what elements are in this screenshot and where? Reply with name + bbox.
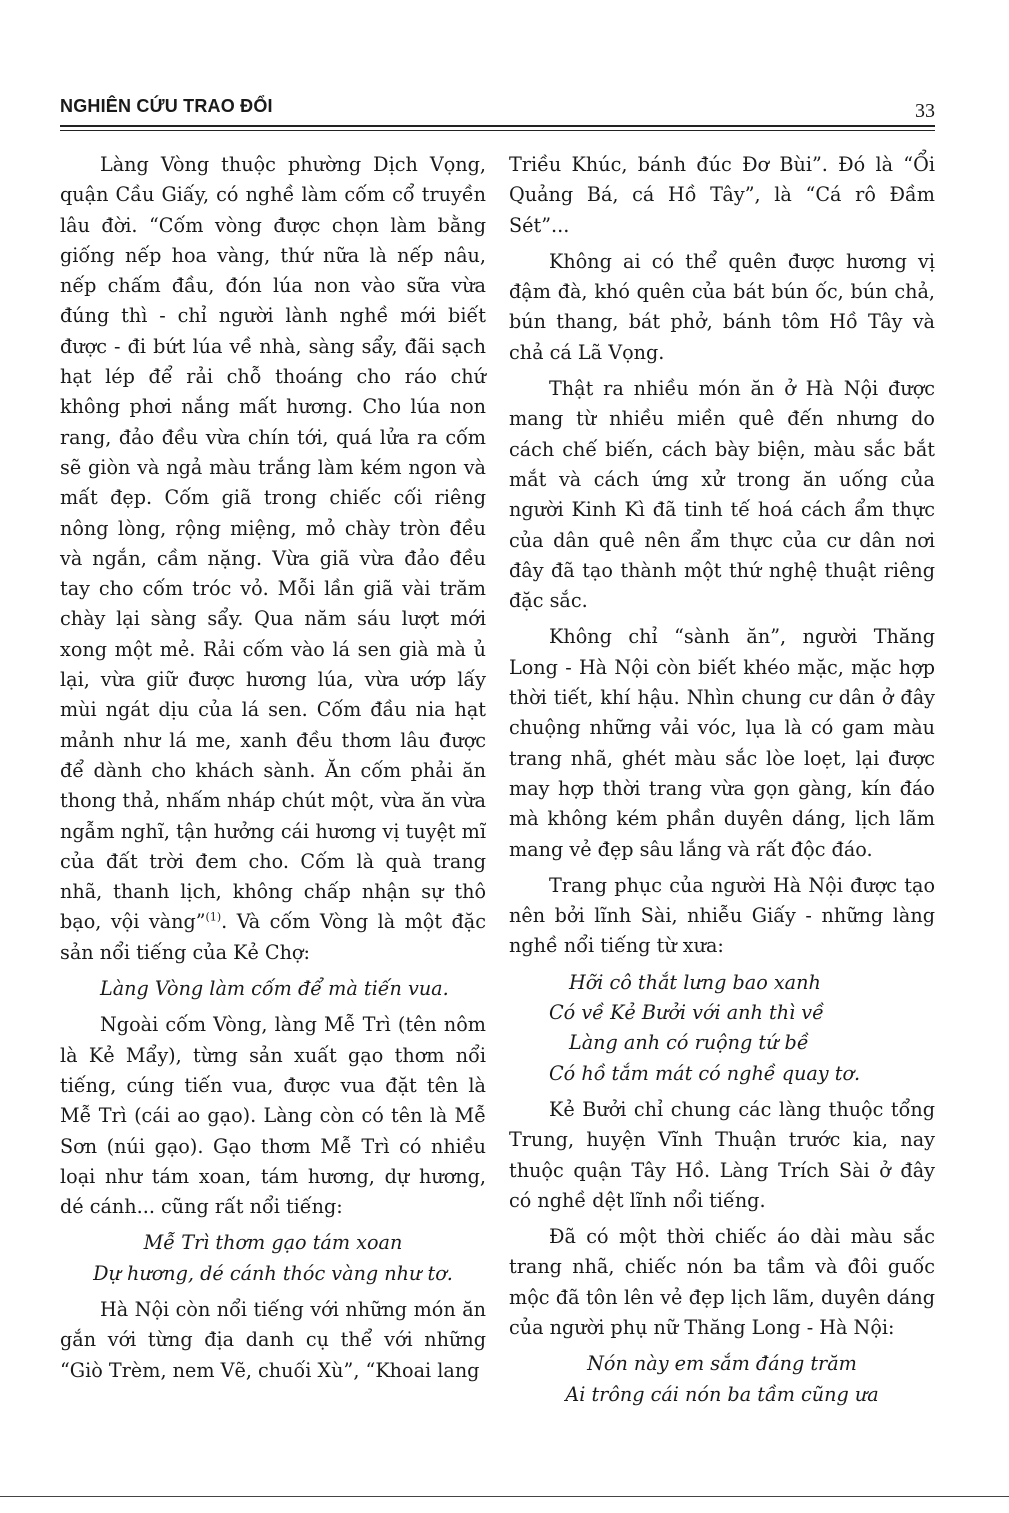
paragraph — [60, 150, 486, 968]
paragraph-text: . Và cốm Vòng là một đặc sản nổi tiếng của Kẻ Chợ: — [60, 910, 486, 964]
verse-line: Làng anh có ruộng tứ bề — [569, 1031, 809, 1055]
page-header — [60, 92, 935, 122]
header-rule-thin — [60, 130, 935, 131]
verse-line: Có về Kẻ Bưởi với anh thì về — [549, 1001, 824, 1025]
paragraph: Ngoài cốm Vòng, làng Mễ Trì (tên nôm là Kẻ Mẩy), từng sản xuất gạo thơm nổi tiếng, cúng tiến vua, được vua đặt tên là Mễ Trì (cái ao gạo). Làng còn có tên là Mễ Sơn (núi gạo). Gạo thơm Mễ Trì có nhiều loại như tám xoan, tám hương, dự hương, dé cánh... cũng rất nổi tiếng: — [60, 1013, 486, 1219]
paragraph: Trang phục của người Hà Nội được tạo nên bởi lĩnh Sài, nhiễu Giấy - những làng nghề nổi tiếng từ xưa: — [509, 873, 935, 958]
verse-line: Có hồ tắm mát có nghề quay tơ. — [549, 1061, 861, 1085]
verse-line: Nón này em sắm đáng trăm — [587, 1352, 857, 1376]
header-rule-thick — [60, 125, 935, 127]
paragraph: Kẻ Bưởi chỉ chung các làng thuộc tổng Trung, huyện Vĩnh Thuận trước kia, nay thuộc quận Tây Hồ. Làng Trích Sài ở đây có nghề dệt lĩnh nổi tiếng. — [509, 1097, 935, 1212]
paragraph: Hà Nội còn nổi tiếng với những món ăn gắn với từng địa danh cụ thể với những “Giò Trèm, nem Vẽ, chuối Xù”, “Khoai lang — [60, 1297, 486, 1382]
section-title: NGHIÊN CỨU TRAO ĐỔI — [60, 96, 273, 116]
right-column — [509, 150, 935, 1416]
bottom-rule — [0, 1496, 1009, 1497]
verse — [509, 968, 935, 1089]
verse — [60, 1228, 486, 1289]
paragraph: Thật ra nhiều món ăn ở Hà Nội được mang từ nhiều miền quê đến nhưng do cách chế biến, cách bày biện, màu sắc bắt mắt và cách ứng xử trong ăn uống của người Kinh Kì đã tinh tế hoá cách ẩm thực của dân quê nên ẩm thực của cư dân nơi đây đã tạo thành một thứ nghệ thuật riêng đặc sắc. — [509, 377, 935, 613]
verse-line: Mễ Trì thơm gạo tám xoan — [143, 1231, 403, 1255]
verse-line: Dự hương, dé cánh thóc vàng như tơ. — [93, 1261, 453, 1285]
paragraph: Triều Khúc, bánh đúc Đơ Bùi”. Đó là “Ổi Quảng Bá, cá Hồ Tây”, là “Cá rô Đầm Sét”... — [509, 153, 935, 237]
paragraph: Đã có một thời chiếc áo dài màu sắc trang nhã, chiếc nón ba tầm và đôi guốc mộc đã tôn lên vẻ đẹp lịch lãm, duyên dáng của người phụ nữ Thăng Long - Hà Nội: — [509, 1225, 935, 1339]
verse-line: Ai trông cái nón ba tầm cũng ưa — [565, 1382, 879, 1406]
footnote-marker: (1) — [205, 911, 222, 925]
left-column — [60, 150, 486, 1392]
verse — [509, 1349, 935, 1410]
paragraph: Không chỉ “sành ăn”, người Thăng Long - Hà Nội còn biết khéo mặc, mặc hợp thời tiết, khí hậu. Nhìn chung cư dân ở đây chuộng những vải vóc, lụa là có gam màu trang nhã, ghét màu sắc lòe loẹt, lại được may hợp thời trang vừa gọn gàng, kín đáo mà không kém phần duyên dáng, lịch lãm mang vẻ đẹp sâu lắng và rất độc đáo. — [509, 625, 935, 861]
verse-line: Hỡi cô thắt lưng bao xanh — [569, 970, 821, 994]
paragraph: Không ai có thể quên được hương vị đậm đà, khó quên của bát bún ốc, bún chả, bún thang, bát phở, bánh tôm Hồ Tây và chả cá Lã Vọng. — [509, 249, 935, 364]
page-number: 33 — [915, 100, 935, 122]
paragraph-text: Làng Vòng thuộc phường Dịch Vọng, quận Cầu Giấy, có nghề làm cốm cổ truyền lâu đời. “Cốm vòng được chọn làm bằng giống nếp hoa vàng, thứ nữa là nếp nâu, nếp chấm đầu, đón lúa non vào sữa vừa đúng thì - chỉ người lành nghề mới biết được - đi bứt lúa về nhà, sàng sẩy, đãi sạch hạt lép để rải chỗ thoáng cho ráo chứ không phơi nắng mất hương. Cho lúa non rang, đảo đều vừa chín tới, quá lửa ra cốm sẽ giòn và ngả màu trắng làm kém ngon và mất đẹp. Cốm giã trong chiếc cối riêng nông lòng, rộng miệng, mỏ chày tròn đều và ngắn, cầm nặng. Vừa giã vừa đảo đều tay cho cốm tróc vỏ. Mỗi lần giã vài trăm chày lại sàng sẩy. Qua năm sáu lượt mới xong một mẻ. Rải cốm vào lá sen già mà ủ lại, vừa giữ được hương lúa, vừa ướp lấy mùi ngát dịu của lá sen. Cốm đầu nia hạt mảnh như lá me, xanh đều thơm lâu được để dành cho khách sành. Ăn cốm phải ăn thong thả, nhấm nháp chút một, vừa ăn vừa ngẫm nghĩ, tận hưởng cái hương vị tuyệt mĩ của đất trời đem cho. Cốm là quà trang nhã, thanh lịch, không chấp nhận sự thô bạo, vội vàng” — [60, 153, 486, 934]
verse — [60, 974, 486, 1004]
verse-line: Làng Vòng làm cốm để mà tiến vua. — [100, 977, 449, 1001]
